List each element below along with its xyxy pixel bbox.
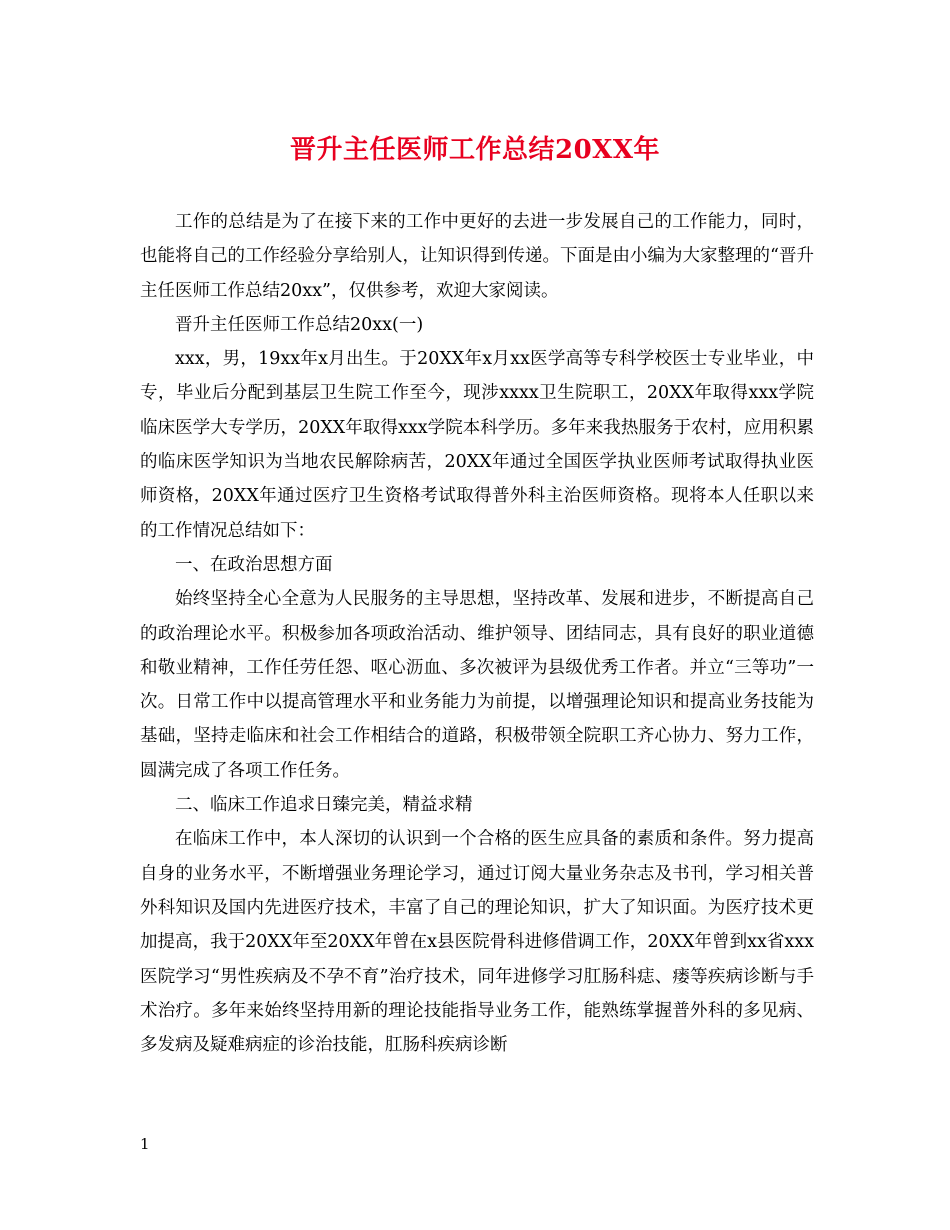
document-body bbox=[140, 205, 814, 1062]
personal-background-paragraph: xxx，男，19xx年x月出生。于20XX年x月xx医学高等专科学校医士专业毕业，中专，毕业后分配到基层卫生院工作至今，现涉xxxx卫生院职工，20XX年取得xxx学院临床医学大专学历，20XX年取得xxx学院本科学历。多年来我热服务于农村，应用积累的临床医学知识为当地农民解除病苦，20XX年通过全国医学执业医师考试取得执业医师资格，20XX年通过医疗卫生资格考试取得普外科主治医师资格。现将本人任职以来的工作情况总结如下： bbox=[140, 349, 814, 541]
intro-paragraph: 工作的总结是为了在接下来的工作中更好的去进一步发展自己的工作能力，同时，也能将自己的工作经验分享给别人，让知识得到传递。下面是由小编为大家整理的“晋升主任医师工作总结20xx”，仅供参考，欢迎大家阅读。 bbox=[140, 212, 814, 301]
section-heading-clinical: 二、临床工作追求日臻完美，精益求精 bbox=[175, 795, 473, 816]
document-title: 晋升主任医师工作总结20XX年 bbox=[289, 135, 661, 165]
page-number: 1 bbox=[140, 1135, 150, 1153]
section-heading-part-one: 晋升主任医师工作总结20xx(一) bbox=[175, 314, 424, 335]
clinical-paragraph: 在临床工作中，本人深切的认识到一个合格的医生应具备的素质和条件。努力提高自身的业务水平，不断增强业务理论学习，通过订阅大量业务杂志及书刊，学习相关普外科知识及国内先进医疗技术，丰富了自己的理论知识，扩大了知识面。为医疗技术更加提高，我于20XX年至20XX年曾在x县医院骨科进修借调工作，20XX年曾到xx省xxx医院学习“男性疾病及不孕不育”治疗技术，同年进修学习肛肠科痣、瘘等疾病诊断与手术治疗。多年来始终坚持用新的理论技能指导业务工作，能熟练掌握普外科的多见病、多发病及疑难病症的诊治技能，肛肠科疾病诊断 bbox=[140, 829, 814, 1056]
section-heading-politics: 一、在政治思想方面 bbox=[175, 554, 333, 575]
politics-paragraph: 始终坚持全心全意为人民服务的主导思想，坚持改革、发展和进步，不断提高自己的政治理论水平。积极参加各项政治活动、维护领导、团结同志，具有良好的职业道德和敬业精神，工作任劳任怨、呕心沥血、多次被评为县级优秀工作者。并立“三等功”一次。日常工作中以提高管理水平和业务能力为前提，以增强理论知识和提高业务技能为基础，坚持走临床和社会工作相结合的道路，积极带领全院职工齐心协力、努力工作，圆满完成了各项工作任务。 bbox=[140, 589, 814, 781]
